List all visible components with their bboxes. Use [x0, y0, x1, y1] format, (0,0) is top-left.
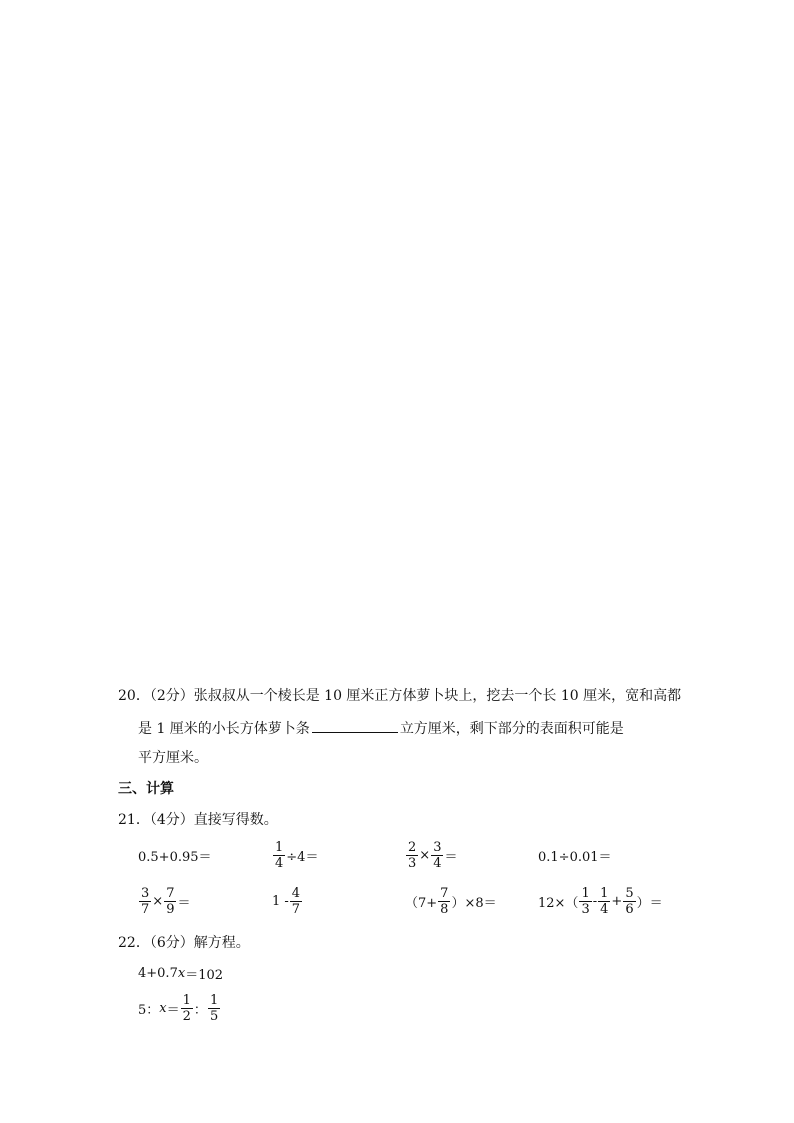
denominator: 7	[141, 902, 150, 917]
expr-text: ＝102	[185, 968, 224, 983]
numerator: 1	[275, 840, 284, 855]
expr-text: ：	[193, 1003, 207, 1018]
expr-text: 12×（	[538, 896, 579, 911]
denominator: 5	[209, 1009, 219, 1024]
numerator: 5	[625, 886, 634, 901]
numerator: 1	[182, 993, 191, 1008]
expr-text: 5：	[138, 1003, 160, 1018]
denominator: 3	[408, 856, 417, 871]
denominator: 4	[275, 856, 284, 871]
expr-text: ）＝	[636, 896, 663, 911]
expr-text: ＝	[166, 1003, 180, 1018]
numerator: 1	[209, 993, 219, 1008]
operator: +	[611, 894, 623, 909]
expr-text: ÷4＝	[286, 850, 319, 865]
numerator: 2	[408, 840, 417, 855]
q21-expr-4	[538, 846, 612, 865]
q21-expr-7	[405, 886, 497, 917]
operator: ×	[419, 848, 431, 863]
denominator: 3	[581, 902, 590, 917]
expr-text: ＝	[444, 850, 458, 865]
numerator: 7	[440, 886, 449, 901]
fraction	[181, 993, 193, 1024]
denominator: 2	[182, 1009, 191, 1024]
denominator: 6	[625, 902, 634, 917]
numerator: 4	[291, 886, 301, 901]
denominator: 9	[166, 902, 175, 917]
q20-line2	[138, 718, 624, 739]
operator: -	[592, 894, 598, 909]
fraction	[598, 886, 610, 917]
expr-text: （7+	[405, 896, 438, 911]
fraction	[406, 840, 418, 871]
numerator: 3	[141, 886, 150, 901]
numerator: 3	[433, 840, 442, 855]
fraction	[139, 886, 151, 917]
q20-line2-a: 是 1 厘米的小长方体萝卜条	[138, 721, 310, 737]
q21-expr-2	[272, 840, 318, 871]
denominator: 7	[291, 902, 301, 917]
denominator: 4	[600, 902, 609, 917]
expr-text: 4+0.7	[138, 966, 178, 981]
fraction	[208, 993, 220, 1024]
q21-expr-3	[405, 840, 457, 871]
section-title: 三、计算	[118, 781, 174, 797]
fraction	[431, 840, 443, 871]
answer-blank	[312, 718, 398, 733]
q20-line1: 20．（2分）张叔叔从一个棱长是 10 厘米正方体萝卜块上，挖去一个长 10 厘米，宽和高都	[118, 688, 682, 704]
q21-expr-8	[538, 886, 663, 917]
fraction	[164, 886, 176, 917]
q21-title: 21．（4分）直接写得数。	[118, 812, 278, 828]
fraction	[438, 886, 450, 917]
denominator: 4	[433, 856, 442, 871]
q22-title: 22．（6分）解方程。	[118, 935, 250, 951]
variable: x	[177, 966, 186, 981]
variable: x	[159, 1001, 167, 1016]
numerator: 1	[581, 886, 590, 901]
denominator: 8	[440, 902, 449, 917]
q22-equation-1	[138, 964, 223, 983]
q20-line3	[138, 748, 208, 768]
fraction	[290, 886, 302, 917]
q21-expr-6	[272, 886, 303, 917]
expr-text: ＝	[177, 896, 191, 911]
operator: ×	[152, 894, 164, 909]
fraction	[273, 840, 285, 871]
expr-text: 0.1÷0.01＝	[538, 850, 612, 865]
fraction	[579, 886, 591, 917]
expr-text: 0.5+0.95＝	[138, 850, 212, 865]
expr-text: 1 -	[272, 894, 289, 909]
numerator: 1	[600, 886, 609, 901]
fraction	[623, 886, 635, 917]
q20-line3-text: 平方厘米。	[138, 750, 208, 766]
q21-expr-1	[138, 846, 212, 865]
q22-equation-2	[138, 993, 221, 1024]
q20-line2-b: 立方厘米，剩下部分的表面积可能是	[399, 721, 624, 737]
expr-text: ）×8＝	[451, 896, 497, 911]
q21-expr-5	[138, 886, 190, 917]
numerator: 7	[166, 886, 175, 901]
